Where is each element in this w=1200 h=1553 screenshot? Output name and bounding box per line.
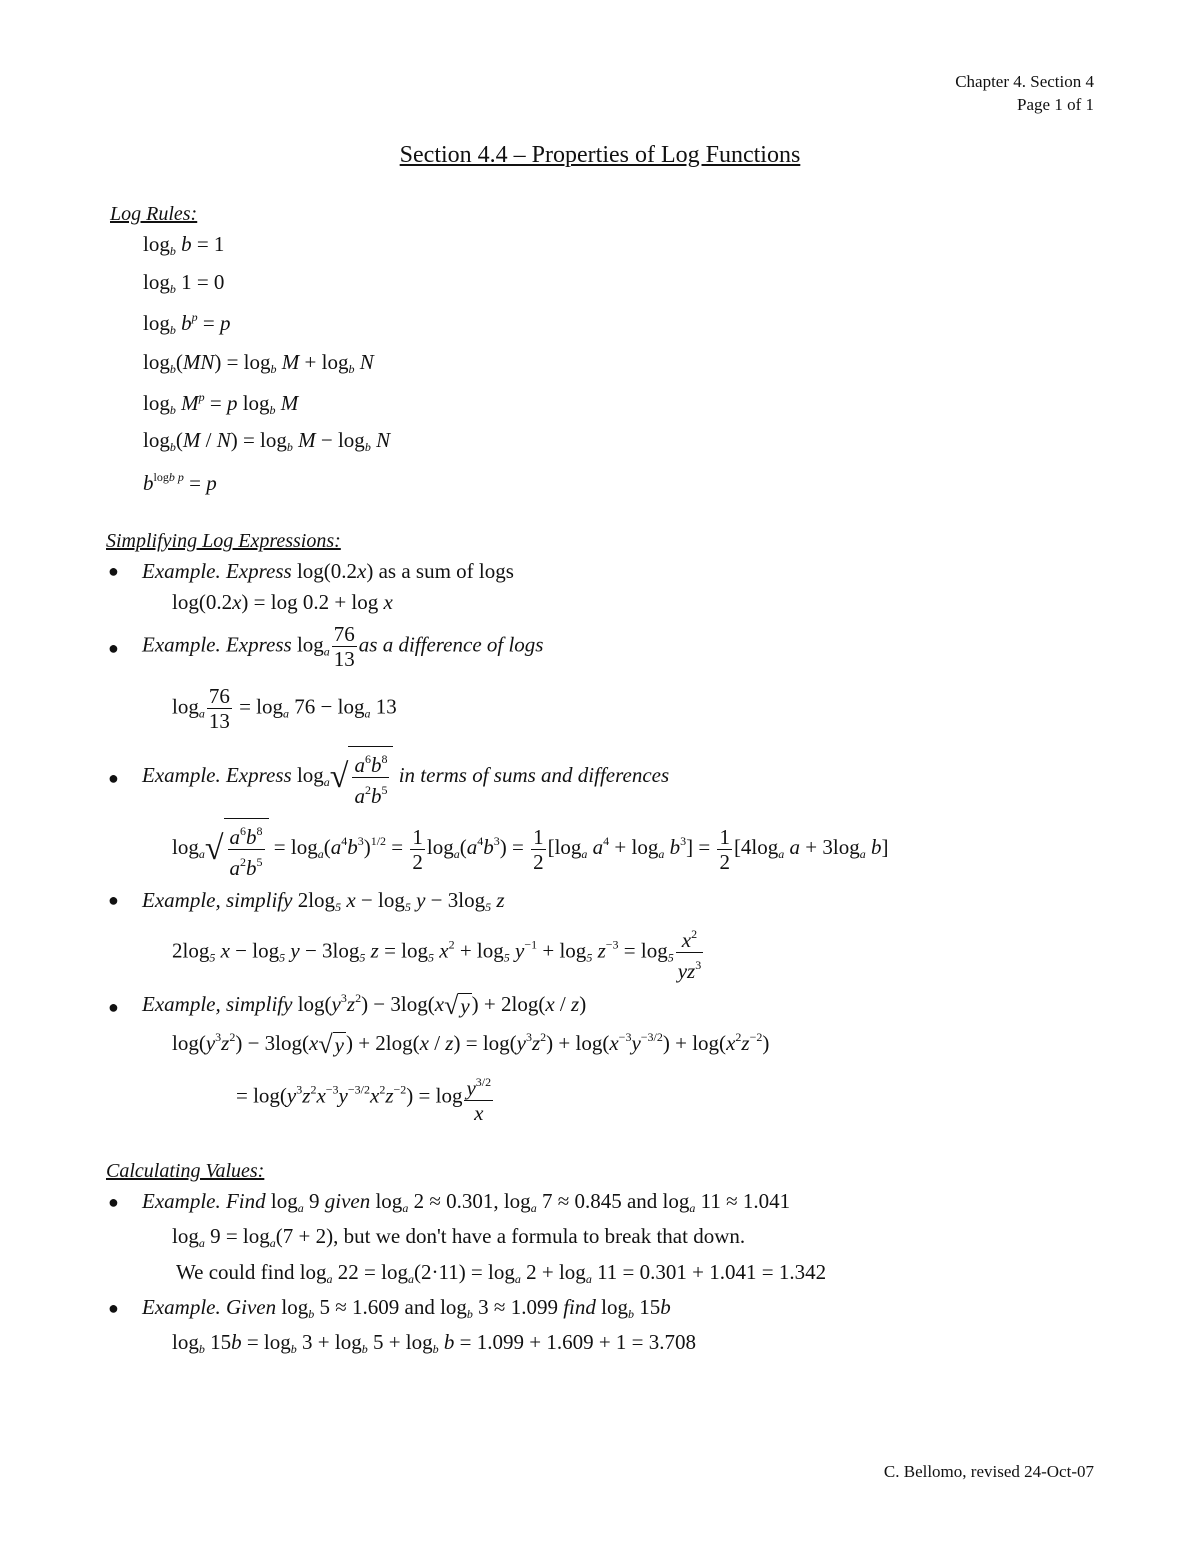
example-3-prompt: Example. Express $\log_a√$ $\frac{a^6b^8}{a^2b^5}$ in terms of sums and differences: [142, 746, 669, 808]
bullet: ●: [108, 561, 119, 581]
example-5-solution-2: = $\log(y^3z^2x^{-3}y^{-3/2}x^2z^{-2}) = \log$ $\frac{y^{3/2}}{x}$: [236, 1075, 492, 1125]
bullet: ●: [108, 997, 119, 1017]
bullet: ●: [108, 1192, 119, 1212]
bullet: ●: [108, 1298, 119, 1318]
example-7-prompt: Example. Given $\log_b 5 \approx 1.609$ and $\log_b 3 \approx 1.099$ find $\log_b 15b$: [142, 1295, 671, 1321]
example-6-prompt: Example. Find $\log_a 9$ given $\log_a 2 \approx 0.301$, $\log_a 7 \approx 0.845$ and $\log_a 11 \approx 1.041$: [142, 1189, 791, 1215]
bullet: ●: [108, 890, 119, 910]
rule-1: $\log_b b = 1$: [143, 232, 225, 258]
section-calculating: Calculating Values:: [106, 1160, 265, 1182]
example-5-prompt: Example, simplify $\log(y^3z^2) - 3\log(x√y) + 2\log(x / z)$: [142, 991, 587, 1021]
rule-6: $\log_b(M / N) = \log_b M - \log_b N$: [143, 428, 391, 454]
section-simplifying: Simplifying Log Expressions:: [106, 530, 341, 552]
bullet: ●: [108, 768, 119, 788]
rule-2: $\log_b 1 = 0$: [143, 270, 225, 296]
page-title: Section 4.4 – Properties of Log Functions: [399, 142, 801, 168]
page-footer: C. Bellomo, revised 24-Oct-07: [883, 1462, 1094, 1481]
example-1-prompt: Example. Express log(0.2x) as a sum of logs: [142, 559, 514, 583]
rule-7: $b^{logb p} = p$: [143, 470, 217, 495]
example-4-prompt: Example, simplify $2\log_5$ $x - \log_5 y - 3\log_5$ z: [142, 888, 505, 914]
example-2-prompt: Example. Express $\log_a$ $\frac{76}{13}$ as a difference of logs: [142, 622, 544, 671]
example-3-solution: $\log_a√$ $\frac{a^6b^8}{a^2b^5}$ = $\log_a(a^4b^3)^{1/2}$ = $\frac{1}{2}$ $\log_a(a^4b^3)$ = $\frac{1}{2}$ [$\log_a$ $a^4 + \log_a b^3$] = $\frac{1}{2}$ [$4\log_a$ $a + 3\log_a$ b]: [172, 818, 888, 880]
example-6-line-1: $\log_a 9 = \log_a(7 + 2)$, but we don't have a formula to break that down.: [172, 1224, 746, 1250]
header-page: Page 1 of 1: [1017, 95, 1094, 114]
example-6-line-2: We could find $\log_a 22 = \log_a(2\cdot 11) = \log_a 2 + \log_a 11 = 0.301 + 1.041 = 1.342$: [176, 1260, 827, 1286]
example-4-solution: $2\log_5$ $x - \log_5 y - 3\log_5$ $z = \log_5 x^2 + \log_5 y^{-1} + \log_5 z^{-3} = \log_5$ $\frac{x^2}{yz^3}$: [172, 927, 702, 983]
example-1-solution: log(0.2x) = log 0.2 + log x: [172, 590, 393, 614]
example-7-solution: $\log_b 15b = \log_b 3 + \log_b 5 + \log_b b = 1.099 + 1.609 + 1 = 3.708$: [172, 1330, 697, 1356]
rule-5: $\log_b M^p = p$ $\log_b M$: [143, 390, 299, 417]
section-log-rules: Log Rules:: [110, 203, 198, 225]
rule-4: $\log_b(MN) = \log_b M + \log_b N$: [143, 350, 374, 376]
page-header: [955, 70, 1094, 116]
header-chapter: Chapter 4. Section 4: [955, 72, 1094, 91]
example-5-solution-1: $\log(y^3z^2) - 3\log(x√y) + 2\log(x / z) = \log(y^3z^2) + \log(x^{-3}y^{-3/2}) + \log(x^2z^{-2})$: [172, 1030, 770, 1060]
example-2-solution: $\log_a$ $\frac{76}{13}$ = $\log_a 76 - \log_a 13$: [172, 684, 397, 733]
rule-3: $\log_b b^p = p$: [143, 310, 231, 337]
bullet: ●: [108, 638, 119, 658]
